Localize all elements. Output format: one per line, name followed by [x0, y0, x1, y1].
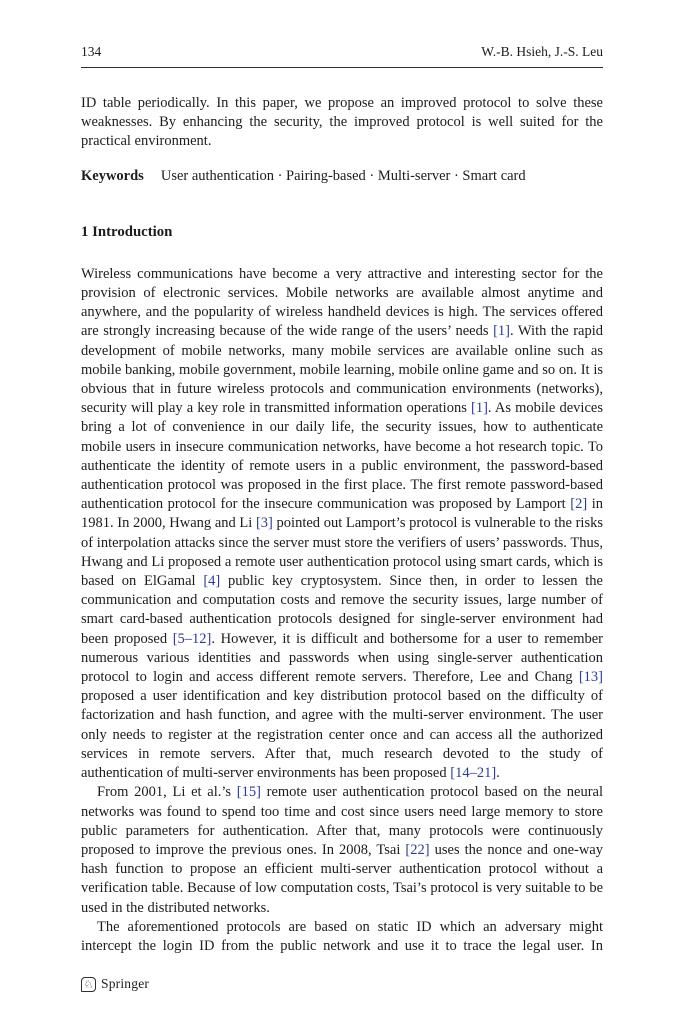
- text-run: uses the nonce and one-way hash function to propose an efficient multi-server authentication protocol without a verification table. Because of low computation costs, Tsai’s protocol is very suitable to be used in the distributed networks.: [81, 841, 603, 916]
- text-run: remote user authentication protocol based on the neural networks was found to spend too time and cost since users need large memory to store public parameters for authentication. After that, many protocols were continuously proposed to improve the previous ones. In 2008, Tsai: [81, 784, 603, 858]
- paragraph-static-id: [81, 918, 603, 956]
- intro-paragraph: [81, 265, 603, 783]
- text-run: The aforementioned protocols are based on static ID which an adversary might intercept the login ID from the public network and use it to trace the legal user. In: [81, 918, 603, 954]
- citation-link[interactable]: [14–21]: [450, 765, 497, 782]
- text-run: .: [496, 765, 500, 782]
- citation-link[interactable]: [13]: [578, 669, 603, 686]
- text-run: . With the rapid development of mobile networks, many mobile services are available online such as mobile banking, mobile government, mobile learning, mobile online game and so on. It is obvious that in future wireless protocols and communication environments (networks), security will play a key role in transmitted information operations: [81, 323, 603, 417]
- text-run: pointed out Lamport’s protocol is vulnerable to the risks of interpolation attacks since the server must store the verifiers of users’ passwords. Thus, Hwang and Li proposed a remote user authentication protocol using smart cards, which is based on ElGamal: [81, 515, 603, 590]
- publisher-name: Springer: [101, 976, 150, 991]
- page-footer: [81, 976, 149, 992]
- citation-link[interactable]: [22]: [405, 841, 430, 858]
- section-heading: 1 Introduction: [81, 223, 173, 240]
- paragraph-li-tsai: [81, 783, 603, 917]
- springer-horse-icon: ♘: [81, 977, 96, 992]
- citation-link[interactable]: [3]: [255, 515, 273, 532]
- text-run: in 1981. In 2000, Hwang and Li: [81, 496, 603, 532]
- text-run: . As mobile devices bring a lot of convenience in our daily life, the security issues, how to authenticate mobile users in insecure communication networks, have become a hot research topic. To authenticate the identity of remote users in a public environment, the password-based authentication protocol was proposed in the first place. The first remote password-based authentication protocol for the insecure communication was proposed by Lamport: [81, 400, 603, 513]
- citation-link[interactable]: [2]: [570, 496, 588, 513]
- page-body: [81, 94, 603, 956]
- text-run: Wireless communications have become a very attractive and interesting sector for the provision of electronic services. Mobile networks are available almost anytime and anywhere, and the popularity of wireless handheld devices is high. The services offered are strongly increasing because of the wide range of the users’ needs: [81, 265, 603, 340]
- abstract-continuation-paragraph: ID table periodically. In this paper, we propose an improved protocol to solve these weaknesses. By enhancing the security, the improved protocol is well suited for the practical environment.: [81, 95, 603, 150]
- citation-link[interactable]: [5–12]: [172, 630, 212, 647]
- citation-link[interactable]: [15]: [236, 784, 261, 801]
- citation-link[interactable]: [4]: [203, 573, 221, 590]
- keywords-text: User authentication · Pairing-based · Multi-server · Smart card: [160, 167, 526, 184]
- keywords-line: [81, 167, 603, 186]
- citation-link[interactable]: [1]: [493, 323, 510, 340]
- keywords-label: Keywords: [81, 167, 144, 184]
- citation-link[interactable]: [1]: [470, 400, 488, 417]
- running-authors: W.-B. Hsieh, J.-S. Leu: [481, 44, 603, 59]
- text-run: From 2001, Li et al.’s: [97, 784, 237, 801]
- text-run: proposed a user identification and key distribution protocol based on the difficulty of factorization and hash function, and agree with the multi-server environment. The user only needs to register at the registration center once and can access all the authorized services in remote servers. After that, much research devoted to the study of authentication of multi-server environments has been proposed: [81, 688, 603, 782]
- page-number: 134: [81, 44, 102, 59]
- header-rule: [81, 67, 603, 68]
- running-header: [81, 44, 603, 60]
- text-run: . However, it is difficult and bothersome for a user to remember numerous various identities and passwords when using single-server authentication protocol to login and access different remote servers. Therefore, Lee and Chang: [81, 630, 604, 686]
- text-run: public key cryptosystem. Since then, in order to lessen the communication and computation costs and remove the security issues, large number of smart card-based authentication protocols designed for single-server environment had been proposed: [81, 573, 603, 647]
